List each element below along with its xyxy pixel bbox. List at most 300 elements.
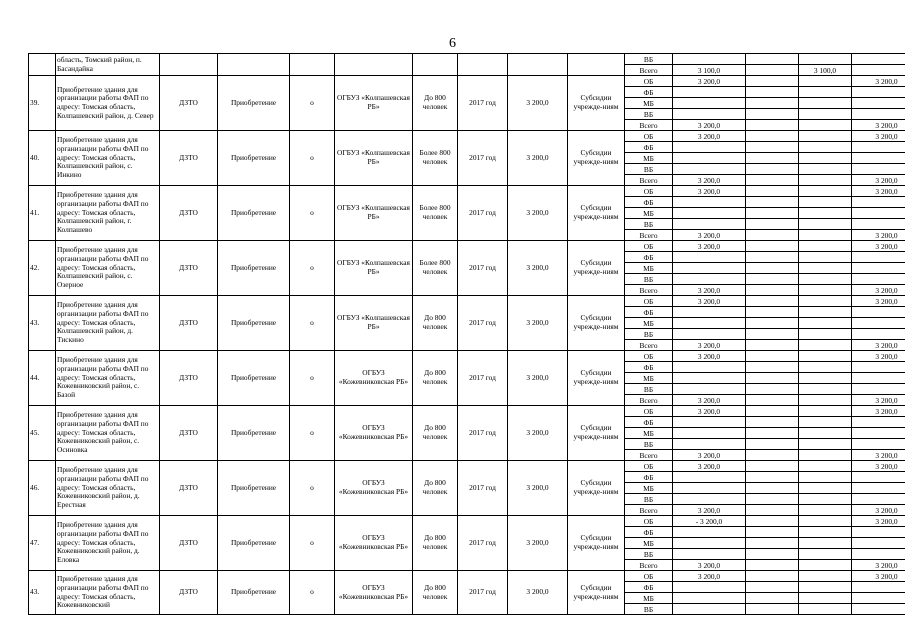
year: 2017 год xyxy=(458,351,508,406)
project-name: Приобретение здания для организации работы ФАП по адресу: Томская область, Колпашевский район, с. Инкино xyxy=(56,131,160,186)
funding-type: Субсидии учрежде-ниям xyxy=(568,351,625,406)
budget-amount-4 xyxy=(852,593,905,604)
budget-amount-3 xyxy=(799,527,852,538)
budget-source-label: ОБ xyxy=(625,351,673,362)
budget-amount-4 xyxy=(852,197,905,208)
row-number: 40. xyxy=(29,131,56,186)
budget-source-label: МБ xyxy=(625,593,673,604)
work-type: Приобретение xyxy=(218,241,290,296)
budget-amount-4: 3 200,0 xyxy=(852,186,905,197)
budget-amount-1 xyxy=(673,307,746,318)
empty-cell xyxy=(413,54,458,76)
budget-amount-4 xyxy=(852,527,905,538)
empty-cell xyxy=(458,54,508,76)
row-number: 42. xyxy=(29,241,56,296)
budget-amount-3 xyxy=(799,483,852,494)
budget-amount-1: 3 200,0 xyxy=(673,296,746,307)
cost: 3 200,0 xyxy=(508,131,568,186)
budget-amount-3 xyxy=(799,428,852,439)
empty-cell xyxy=(335,54,413,76)
budget-amount-3 xyxy=(799,373,852,384)
budget-amount-4 xyxy=(852,109,905,120)
institution: ОГБУЗ «Колпашевская РБ» xyxy=(335,131,413,186)
empty-cell xyxy=(160,54,218,76)
budget-amount-2 xyxy=(746,549,799,560)
budget-amount-1: 3 200,0 xyxy=(673,560,746,571)
institution: ОГБУЗ «Колпашевская РБ» xyxy=(335,241,413,296)
budget-amount-4: 3 200,0 xyxy=(852,76,905,87)
row-number: 45. xyxy=(29,406,56,461)
budget-source-label: ВБ xyxy=(625,549,673,560)
budget-amount-3 xyxy=(799,582,852,593)
budget-source-label: МБ xyxy=(625,538,673,549)
budget-source-label: Всего xyxy=(625,65,673,76)
budget-amount-1 xyxy=(673,274,746,285)
budget-source-label: ФБ xyxy=(625,417,673,428)
object-kind: о xyxy=(290,241,335,296)
work-type: Приобретение xyxy=(218,516,290,571)
budget-amount-3 xyxy=(799,362,852,373)
budget-source-label: ОБ xyxy=(625,461,673,472)
object-kind: о xyxy=(290,571,335,615)
budget-amount-4: 3 200,0 xyxy=(852,131,905,142)
budget-amount-3 xyxy=(799,186,852,197)
budget-amount-2 xyxy=(746,241,799,252)
object-kind: о xyxy=(290,351,335,406)
population: До 800 человек xyxy=(413,76,458,131)
budget-source-label: ВБ xyxy=(625,384,673,395)
budget-amount-2 xyxy=(746,340,799,351)
program-table xyxy=(28,53,905,615)
institution: ОГБУЗ «Колпашевская РБ» xyxy=(335,76,413,131)
budget-amount-2 xyxy=(746,208,799,219)
budget-amount-2 xyxy=(746,527,799,538)
table-row xyxy=(29,76,905,87)
empty-cell xyxy=(508,54,568,76)
budget-amount-2 xyxy=(746,505,799,516)
row-number: 44. xyxy=(29,351,56,406)
institution: ОГБУЗ «Колпашевская РБ» xyxy=(335,296,413,351)
budget-amount-1 xyxy=(673,87,746,98)
budget-amount-3 xyxy=(799,560,852,571)
work-type: Приобретение xyxy=(218,351,290,406)
cost: 3 200,0 xyxy=(508,516,568,571)
budget-amount-1 xyxy=(673,593,746,604)
budget-amount-2 xyxy=(746,186,799,197)
budget-amount-3 xyxy=(799,439,852,450)
budget-amount-4 xyxy=(852,54,905,65)
budget-amount-2 xyxy=(746,76,799,87)
budget-amount-3 xyxy=(799,263,852,274)
budget-amount-4: 3 200,0 xyxy=(852,406,905,417)
institution: ОГБУЗ «Кожевниковская РБ» xyxy=(335,461,413,516)
budget-source-label: Всего xyxy=(625,395,673,406)
budget-amount-1: 3 200,0 xyxy=(673,175,746,186)
budget-amount-3 xyxy=(799,54,852,65)
budget-amount-2 xyxy=(746,98,799,109)
empty-cell xyxy=(568,54,625,76)
budget-amount-4 xyxy=(852,604,905,615)
budget-amount-3 xyxy=(799,197,852,208)
year: 2017 год xyxy=(458,76,508,131)
row-number: 46. xyxy=(29,461,56,516)
budget-source-label: ОБ xyxy=(625,241,673,252)
table-row xyxy=(29,296,905,307)
budget-amount-4 xyxy=(852,98,905,109)
budget-amount-1 xyxy=(673,208,746,219)
budget-amount-4 xyxy=(852,142,905,153)
population: До 800 человек xyxy=(413,406,458,461)
budget-source-label: Всего xyxy=(625,230,673,241)
population: До 800 человек xyxy=(413,351,458,406)
budget-amount-1 xyxy=(673,329,746,340)
budget-amount-2 xyxy=(746,538,799,549)
budget-amount-2 xyxy=(746,142,799,153)
table-row xyxy=(29,54,905,65)
budget-amount-1: 3 200,0 xyxy=(673,395,746,406)
budget-amount-3 xyxy=(799,142,852,153)
budget-amount-3 xyxy=(799,241,852,252)
budget-amount-2 xyxy=(746,318,799,329)
year: 2017 год xyxy=(458,131,508,186)
budget-source-label: ОБ xyxy=(625,186,673,197)
budget-amount-2 xyxy=(746,571,799,582)
budget-amount-3 xyxy=(799,593,852,604)
budget-source-label: ФБ xyxy=(625,307,673,318)
budget-amount-2 xyxy=(746,285,799,296)
population: Более 800 человек xyxy=(413,131,458,186)
budget-amount-1 xyxy=(673,263,746,274)
budget-amount-2 xyxy=(746,230,799,241)
budget-amount-3 xyxy=(799,472,852,483)
funding-type: Субсидии учрежде-ниям xyxy=(568,571,625,615)
year: 2017 год xyxy=(458,296,508,351)
budget-amount-4 xyxy=(852,153,905,164)
institution: ОГБУЗ «Колпашевская РБ» xyxy=(335,186,413,241)
budget-source-label: ОБ xyxy=(625,296,673,307)
budget-amount-4 xyxy=(852,439,905,450)
budget-amount-3 xyxy=(799,98,852,109)
budget-source-label: МБ xyxy=(625,98,673,109)
cost: 3 200,0 xyxy=(508,351,568,406)
project-name: Приобретение здания для организации работы ФАП по адресу: Томская область, Кожевниковский район, с. Осиновка xyxy=(56,406,160,461)
budget-amount-1: 3 200,0 xyxy=(673,351,746,362)
population: Более 800 человек xyxy=(413,186,458,241)
budget-source-label: Всего xyxy=(625,505,673,516)
budget-amount-4: 3 200,0 xyxy=(852,175,905,186)
budget-amount-4 xyxy=(852,538,905,549)
budget-amount-1: 3 200,0 xyxy=(673,340,746,351)
work-type: Приобретение xyxy=(218,406,290,461)
budget-amount-3 xyxy=(799,87,852,98)
budget-source-label: МБ xyxy=(625,153,673,164)
budget-amount-2 xyxy=(746,164,799,175)
budget-source-label: ОБ xyxy=(625,76,673,87)
budget-amount-3 xyxy=(799,219,852,230)
budget-amount-2 xyxy=(746,362,799,373)
project-name: Приобретение здания для организации работы ФАП по адресу: Томская область, Колпашевский район, с. Озерное xyxy=(56,241,160,296)
budget-amount-1 xyxy=(673,428,746,439)
budget-amount-1 xyxy=(673,384,746,395)
budget-source-label: ФБ xyxy=(625,197,673,208)
year: 2017 год xyxy=(458,516,508,571)
budget-amount-4 xyxy=(852,362,905,373)
budget-amount-4 xyxy=(852,549,905,560)
budget-source-label: Всего xyxy=(625,120,673,131)
budget-amount-1 xyxy=(673,98,746,109)
budget-amount-3: 3 100,0 xyxy=(799,65,852,76)
project-name: Приобретение здания для организации работы ФАП по адресу: Томская область, Колпашевский район, д. Север xyxy=(56,76,160,131)
budget-source-label: ОБ xyxy=(625,131,673,142)
budget-amount-4: 3 200,0 xyxy=(852,450,905,461)
table-row xyxy=(29,241,905,252)
budget-amount-1 xyxy=(673,472,746,483)
budget-source-label: ОБ xyxy=(625,406,673,417)
responsible-org: ДЗТО xyxy=(160,296,218,351)
project-name: Приобретение здания для организации работы ФАП по адресу: Томская область, Колпашевский район, д. Тискино xyxy=(56,296,160,351)
budget-amount-4 xyxy=(852,329,905,340)
budget-amount-1 xyxy=(673,439,746,450)
budget-source-label: ВБ xyxy=(625,494,673,505)
budget-source-label: ФБ xyxy=(625,87,673,98)
budget-amount-3 xyxy=(799,406,852,417)
object-kind: о xyxy=(290,296,335,351)
budget-source-label: ВБ xyxy=(625,274,673,285)
budget-source-label: ФБ xyxy=(625,582,673,593)
budget-amount-3 xyxy=(799,395,852,406)
budget-amount-2 xyxy=(746,252,799,263)
responsible-org: ДЗТО xyxy=(160,461,218,516)
budget-amount-3 xyxy=(799,461,852,472)
budget-amount-3 xyxy=(799,131,852,142)
budget-amount-2 xyxy=(746,461,799,472)
budget-amount-2 xyxy=(746,483,799,494)
budget-amount-2 xyxy=(746,560,799,571)
budget-amount-1: 3 100,0 xyxy=(673,65,746,76)
budget-amount-4: 3 200,0 xyxy=(852,560,905,571)
responsible-org: ДЗТО xyxy=(160,131,218,186)
budget-amount-1: 3 200,0 xyxy=(673,571,746,582)
cost: 3 200,0 xyxy=(508,571,568,615)
budget-amount-3 xyxy=(799,604,852,615)
row-number xyxy=(29,54,56,76)
budget-source-label: Всего xyxy=(625,340,673,351)
cost: 3 200,0 xyxy=(508,296,568,351)
budget-amount-1 xyxy=(673,219,746,230)
budget-amount-3 xyxy=(799,175,852,186)
institution: ОГБУЗ «Кожевниковская РБ» xyxy=(335,406,413,461)
budget-amount-4 xyxy=(852,164,905,175)
population: Более 800 человек xyxy=(413,241,458,296)
budget-amount-4: 3 200,0 xyxy=(852,230,905,241)
budget-amount-2 xyxy=(746,153,799,164)
object-kind: о xyxy=(290,186,335,241)
budget-amount-2 xyxy=(746,516,799,527)
budget-source-label: МБ xyxy=(625,373,673,384)
budget-source-label: ОБ xyxy=(625,516,673,527)
budget-amount-3 xyxy=(799,417,852,428)
budget-amount-1 xyxy=(673,494,746,505)
budget-amount-3 xyxy=(799,538,852,549)
budget-amount-1 xyxy=(673,604,746,615)
budget-amount-4 xyxy=(852,318,905,329)
responsible-org: ДЗТО xyxy=(160,76,218,131)
budget-amount-4: 3 200,0 xyxy=(852,241,905,252)
budget-amount-1 xyxy=(673,362,746,373)
budget-amount-2 xyxy=(746,417,799,428)
budget-amount-3 xyxy=(799,230,852,241)
funding-type: Субсидии учрежде-ниям xyxy=(568,241,625,296)
budget-source-label: ВБ xyxy=(625,439,673,450)
budget-amount-2 xyxy=(746,307,799,318)
funding-type: Субсидии учрежде-ниям xyxy=(568,296,625,351)
budget-amount-3 xyxy=(799,76,852,87)
table-row xyxy=(29,516,905,527)
budget-amount-1 xyxy=(673,197,746,208)
object-kind: о xyxy=(290,461,335,516)
responsible-org: ДЗТО xyxy=(160,186,218,241)
budget-amount-1 xyxy=(673,417,746,428)
budget-amount-2 xyxy=(746,54,799,65)
budget-amount-1 xyxy=(673,373,746,384)
budget-amount-4 xyxy=(852,87,905,98)
budget-amount-4 xyxy=(852,483,905,494)
budget-amount-4: 3 200,0 xyxy=(852,505,905,516)
population: До 800 человек xyxy=(413,296,458,351)
budget-amount-2 xyxy=(746,274,799,285)
budget-amount-2 xyxy=(746,494,799,505)
budget-amount-3 xyxy=(799,285,852,296)
budget-amount-2 xyxy=(746,439,799,450)
population: До 800 человек xyxy=(413,461,458,516)
budget-source-label: Всего xyxy=(625,560,673,571)
budget-amount-1 xyxy=(673,153,746,164)
budget-amount-2 xyxy=(746,373,799,384)
budget-amount-3 xyxy=(799,494,852,505)
cost: 3 200,0 xyxy=(508,186,568,241)
budget-amount-1: 3 200,0 xyxy=(673,406,746,417)
cost: 3 200,0 xyxy=(508,406,568,461)
budget-amount-3 xyxy=(799,505,852,516)
budget-source-label: ВБ xyxy=(625,164,673,175)
table-body xyxy=(29,54,905,615)
budget-source-label: ФБ xyxy=(625,472,673,483)
page-number: 6 xyxy=(449,36,456,51)
table-row xyxy=(29,351,905,362)
budget-amount-1: - 3 200,0 xyxy=(673,516,746,527)
budget-source-label: Всего xyxy=(625,450,673,461)
work-type: Приобретение xyxy=(218,131,290,186)
funding-type: Субсидии учрежде-ниям xyxy=(568,76,625,131)
empty-cell xyxy=(218,54,290,76)
budget-amount-1 xyxy=(673,538,746,549)
funding-type: Субсидии учрежде-ниям xyxy=(568,461,625,516)
population: До 800 человек xyxy=(413,516,458,571)
budget-amount-2 xyxy=(746,329,799,340)
budget-amount-4: 3 200,0 xyxy=(852,461,905,472)
budget-amount-1 xyxy=(673,527,746,538)
work-type: Приобретение xyxy=(218,461,290,516)
responsible-org: ДЗТО xyxy=(160,571,218,615)
budget-amount-2 xyxy=(746,604,799,615)
budget-amount-2 xyxy=(746,351,799,362)
budget-source-label: Всего xyxy=(625,175,673,186)
table-row xyxy=(29,571,905,582)
budget-source-label: МБ xyxy=(625,208,673,219)
budget-amount-3 xyxy=(799,164,852,175)
institution: ОГБУЗ «Кожевниковская РБ» xyxy=(335,571,413,615)
budget-amount-4 xyxy=(852,428,905,439)
budget-amount-3 xyxy=(799,351,852,362)
work-type: Приобретение xyxy=(218,296,290,351)
budget-source-label: ФБ xyxy=(625,527,673,538)
budget-amount-2 xyxy=(746,175,799,186)
budget-amount-3 xyxy=(799,274,852,285)
budget-amount-4 xyxy=(852,263,905,274)
project-name: Приобретение здания для организации работы ФАП по адресу: Томская область, Кожевниковский xyxy=(56,571,160,615)
budget-amount-2 xyxy=(746,120,799,131)
budget-amount-1: 3 200,0 xyxy=(673,241,746,252)
work-type: Приобретение xyxy=(218,186,290,241)
responsible-org: ДЗТО xyxy=(160,516,218,571)
project-name: Приобретение здания для организации работы ФАП по адресу: Томская область, Колпашевский район, г. Колпашево xyxy=(56,186,160,241)
responsible-org: ДЗТО xyxy=(160,351,218,406)
budget-amount-4: 3 200,0 xyxy=(852,296,905,307)
row-number: 43. xyxy=(29,571,56,615)
year: 2017 год xyxy=(458,461,508,516)
budget-amount-4: 3 200,0 xyxy=(852,516,905,527)
budget-amount-2 xyxy=(746,395,799,406)
budget-amount-4 xyxy=(852,307,905,318)
budget-amount-2 xyxy=(746,296,799,307)
budget-amount-2 xyxy=(746,87,799,98)
budget-amount-4 xyxy=(852,417,905,428)
budget-amount-1 xyxy=(673,54,746,65)
project-name: область, Томский район, п. Басандайка xyxy=(56,54,160,76)
budget-amount-2 xyxy=(746,197,799,208)
budget-amount-4: 3 200,0 xyxy=(852,120,905,131)
budget-amount-1 xyxy=(673,142,746,153)
budget-amount-3 xyxy=(799,252,852,263)
budget-amount-1: 3 200,0 xyxy=(673,120,746,131)
budget-amount-1: 3 200,0 xyxy=(673,285,746,296)
budget-source-label: ВБ xyxy=(625,604,673,615)
budget-amount-4: 3 200,0 xyxy=(852,571,905,582)
budget-amount-1 xyxy=(673,109,746,120)
budget-amount-2 xyxy=(746,593,799,604)
budget-amount-4 xyxy=(852,65,905,76)
budget-amount-1 xyxy=(673,164,746,175)
budget-amount-4: 3 200,0 xyxy=(852,395,905,406)
budget-amount-1: 3 200,0 xyxy=(673,505,746,516)
object-kind: о xyxy=(290,76,335,131)
table-row xyxy=(29,406,905,417)
cost: 3 200,0 xyxy=(508,76,568,131)
budget-amount-2 xyxy=(746,428,799,439)
budget-amount-3 xyxy=(799,516,852,527)
year: 2017 год xyxy=(458,241,508,296)
budget-amount-4 xyxy=(852,373,905,384)
budget-amount-1: 3 200,0 xyxy=(673,76,746,87)
budget-amount-2 xyxy=(746,472,799,483)
row-number: 43. xyxy=(29,296,56,351)
cost: 3 200,0 xyxy=(508,241,568,296)
object-kind: о xyxy=(290,516,335,571)
funding-type: Субсидии учрежде-ниям xyxy=(568,406,625,461)
budget-source-label: ФБ xyxy=(625,362,673,373)
funding-type: Субсидии учрежде-ниям xyxy=(568,131,625,186)
table-row xyxy=(29,186,905,197)
